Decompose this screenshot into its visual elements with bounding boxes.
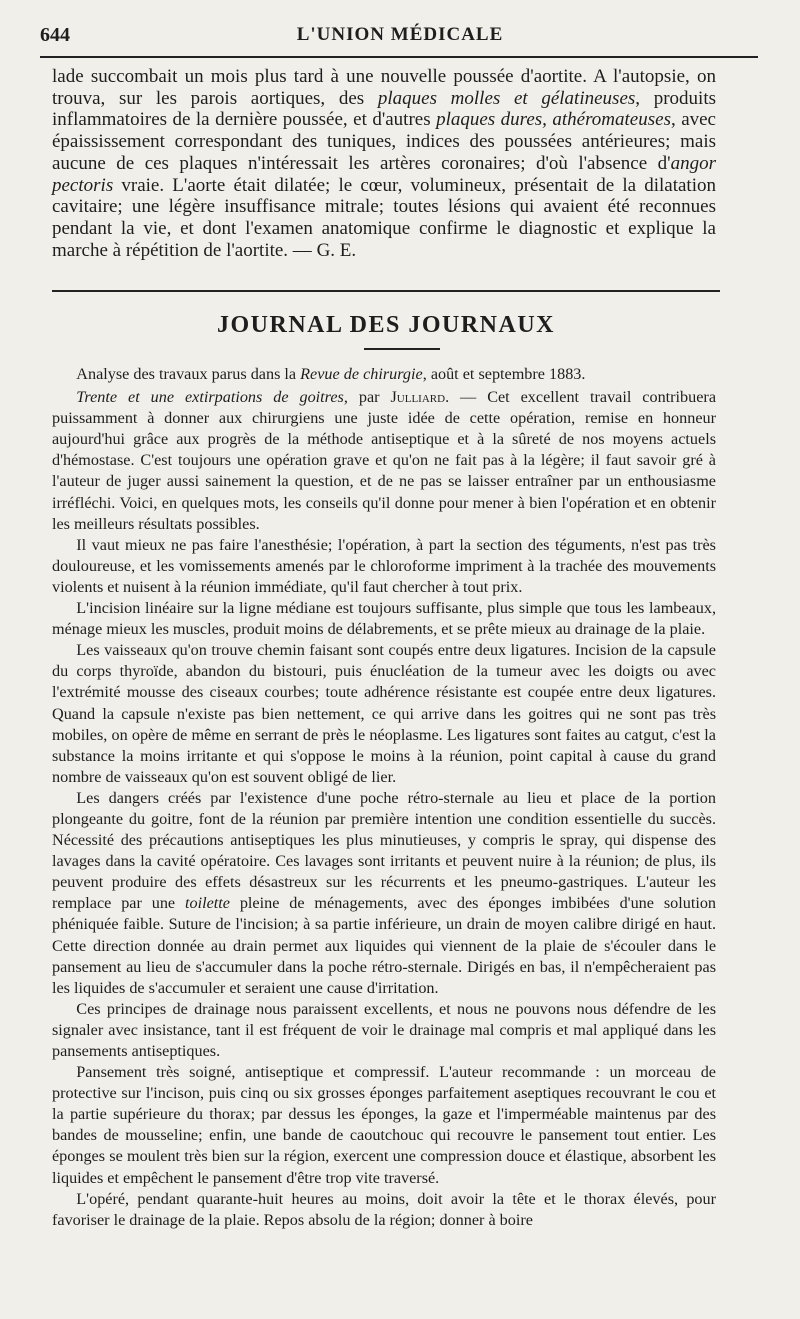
text-run: , avec épaississement correspondant des tuniques, indices des poussées antérieures; mais aucune de ces plaques n'intéressait les artères coronaires; d'où l'absence d'	[52, 109, 716, 174]
paragraph: Ces principes de drainage nous paraissent excellents, et nous ne pouvons nous défendre de les signaler avec insistance, tant il est fréquent de voir le drainage mal compris et mal appliqué dans les pansements antiseptiques.	[52, 999, 716, 1060]
article-author: Julliard	[390, 388, 446, 407]
text-run: vraie. L'aorte était dilatée; le cœur, volumineux, présentait de la dilatation cavitaire; une légère insuffisance mitrale; toutes lésions qui avaient été reconnues pendant la vie, et dont l'examen anatomique confirme le diagnostic et explique la marche à répétition de l'aortite. —	[52, 174, 716, 261]
italic-text: toilette	[185, 894, 230, 913]
paragraph	[52, 788, 716, 999]
title-underline	[364, 348, 440, 350]
running-title: L'UNION MÉDICALE	[296, 24, 504, 45]
paragraph: Pansement très soigné, antiseptique et compressif. L'auteur recommande : un morceau de protective sur l'incison, puis cinq ou six grosses éponges parfaitement aseptiques recouvrant le cou et la partie supérieure du thorax; par dessus les éponges, la gaze et l'imperméable maintenus par des bandes de mousseline; enfin, une bande de caoutchouc qui recouvre le pansement tout entier. Les éponges se moulent très bien sur la région, exercent une compression douce et élastique, absorbent les liquides et empêchent le pansement d'être trop vite traversé.	[52, 1063, 716, 1187]
paragraph	[52, 387, 716, 535]
journal-name: Revue de chirurgie	[300, 365, 423, 383]
italic-text: plaques molles et gélatineuses	[377, 87, 636, 109]
previous-article-end	[52, 66, 716, 261]
article-title: Trente et une extirpations de goitres	[76, 388, 344, 407]
text-run: . — Cet excellent travail contribuera puissamment à donner aux chirurgiens une juste idée de cette opération, remise en honneur aujourd'hui grâce aux progrès de la méthode antiseptique et à la sûreté de nos moyens actuels d'hémostase. C'est toujours une opération grave et qu'on ne fait pas à la légère; il faut savoir gré à l'auteur de juger aussi sainement la question, et de ne pas se laisser entraîner par un enthousiasme irréfléchi. Voici, en quelques mots, les conseils qu'il donne pour mener à bien l'opération et en obtenir les meilleurs résultats possibles.	[52, 388, 716, 533]
section-rule	[52, 290, 720, 292]
text-run: lade succombait un mois plus tard à une nouvelle poussée d'aortite. A l'autopsie, on trouva, sur les parois aortiques, des	[52, 66, 716, 109]
paragraph: L'incision linéaire sur la ligne médiane est toujours suffisante, plus simple que tous les lambeaux, ménage mieux les muscles, produit moins de délabrements, et se prête mieux au drainage de la plaie.	[52, 599, 716, 639]
text-run: Les dangers créés par l'existence d'une poche rétro-sternale au lieu et place de la portion plongeante du goitre, font de la réunion par première intention une condition essentielle du succès. Nécessité des précautions antiseptiques les plus minutieuses, y compris le spray, qui dispense des lavages dans la cavité opératoire. Ces lavages sont irritants et peuvent nuire à la réunion; de plus, ils peuvent produire des effets désastreux sur les récurrents et les pneumo-gastriques. L'auteur les remplace par une	[52, 788, 716, 913]
italic-text: plaques dures, athéromateuses	[436, 109, 671, 131]
paragraph: L'opéré, pendant quarante-huit heures au moins, doit avoir la tête et le thorax élevés, pour favoriser le drainage de la plaie. Repos absolu de la région; donner à boire	[52, 1189, 716, 1229]
text-run: , par	[343, 388, 391, 407]
review-intro	[52, 364, 716, 385]
page-header	[40, 18, 760, 52]
italic-text: angor pectoris	[52, 152, 716, 196]
paragraph	[52, 66, 716, 261]
paragraph: Les vaisseaux qu'on trouve chemin faisant sont coupés entre deux ligatures. Incision de la capsule du corps thyroïde, abandon du bistouri, puis énucléation de la tumeur avec les doigts ou avec l'extrémité mousse des ciseaux courbes; toute adhérence résistante est coupée entre deux ligatures. Quand la capsule n'existe pas bien nettement, ce qui arrive dans les goitres qui ne sont pas très mobiles, on opère de même en serrant de près le néoplasme. Les ligatures sont faites au catgut, c'est la substance la moins irritante et qui s'oppose le moins à la réunion, point capital à cause du grand nombre de vaisseaux qu'on est souvent obligé de lier.	[52, 641, 716, 786]
paragraph: Il vaut mieux ne pas faire l'anesthésie; l'opération, à part la section des téguments, n'est pas très douloureuse, et les vomissements amenés par le chloroforme impriment à la trachée des mouvements violents et nuisent à la réunion immédiate, qu'il faut chercher à tout prix.	[52, 535, 716, 596]
author-signature: G. E.	[316, 239, 357, 261]
page-number: 644	[40, 24, 70, 46]
section-title: JOURNAL DES JOURNAUX	[216, 312, 556, 338]
text-run: , produits inflammatoires de la dernière poussée, et d'autres	[52, 87, 716, 131]
text-run: Analyse des travaux parus dans la	[76, 365, 301, 383]
review-article	[52, 364, 716, 1231]
header-rule	[40, 56, 758, 58]
text-run: , août et septembre 1883.	[422, 365, 586, 383]
text-run: pleine de ménagements, avec des éponges imbibées d'une solution phéniquée faible. Suture de l'incision; à sa partie inférieure, un drain de moyen calibre dirigé en haut. Cette direction donnée au drain permet aux liquides qui viennent de la plaie de s'écouler dans le pansement au lieu de s'accumuler dans la poche rétro-sternale. Dirigés en bas, il n'empêcheraient pas les liquides de s'accumuler et seraient une cause d'irritation.	[52, 894, 717, 997]
